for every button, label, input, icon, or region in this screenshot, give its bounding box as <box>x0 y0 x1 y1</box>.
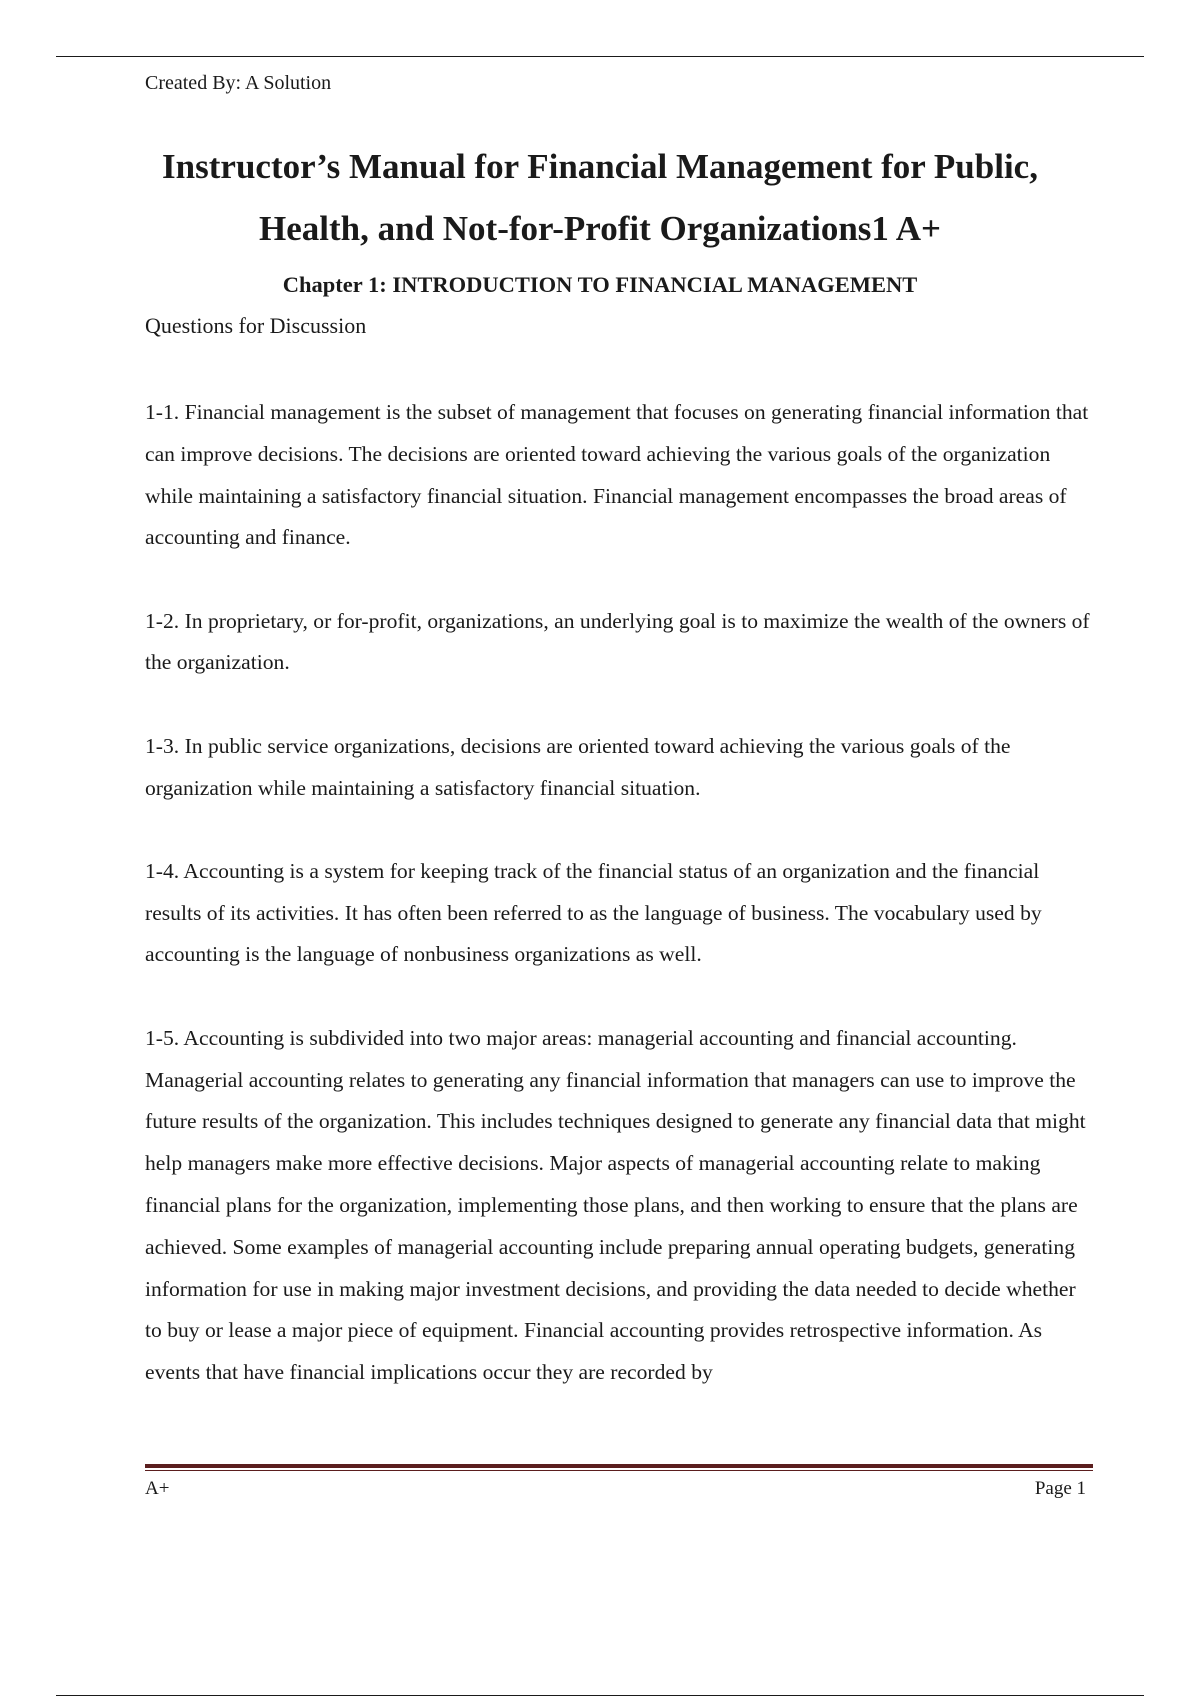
footer-left-label: A+ <box>145 1478 170 1499</box>
paragraph-1-5: 1-5. Accounting is subdivided into two major areas: managerial accounting and financial accounting. Managerial accounting relates to generating any financial information that managers can use to improve the future results of the organization. This includes techniques designed to generate any financial data that might help managers make more effective decisions. Major aspects of managerial accounting relate to making financial plans for the organization, implementing those plans, and then working to ensure that the plans are achieved. Some examples of managerial accounting include preparing annual operating budgets, generating information for use in making major investment decisions, and providing the data needed to decide whether to buy or lease a major piece of equipment. Financial accounting provides retrospective information. As events that have financial implications occur they are recorded by <box>145 1025 1086 1385</box>
footer-divider-thin <box>145 1470 1093 1471</box>
document-title: Instructor’s Manual for Financial Management for Public, Health, and Not-for-Profit Organizations1 A+ <box>162 147 1038 248</box>
footer-divider-thick <box>145 1464 1093 1468</box>
paragraph-1-3: 1-3. In public service organizations, decisions are oriented toward achieving the various goals of the organization while maintaining a satisfactory financial situation. <box>145 733 1011 800</box>
paragraph-1-4: 1-4. Accounting is a system for keeping track of the financial status of an organization and the financial results of its activities. It has often been referred to as the language of business. The vocabulary used by accounting is the language of nonbusiness organizations as well. <box>145 858 1042 967</box>
paragraph-1-2: 1-2. In proprietary, or for-profit, organizations, an underlying goal is to maximize the wealth of the owners of the organization. <box>145 608 1090 675</box>
top-page-rule <box>56 56 1144 57</box>
body-text <box>145 392 1090 1435</box>
footer-divider <box>145 1464 1093 1471</box>
section-heading: Questions for Discussion <box>145 313 367 338</box>
bottom-page-rule <box>56 1695 1144 1696</box>
chapter-heading: Chapter 1: INTRODUCTION TO FINANCIAL MANAGEMENT <box>282 272 918 297</box>
created-by-label: Created By: A Solution <box>145 72 332 94</box>
paragraph-1-1: 1-1. Financial management is the subset of management that focuses on generating financial information that can improve decisions. The decisions are oriented toward achieving the various goals of the organization while maintaining a satisfactory financial situation. Financial management encompasses the broad areas of accounting and finance. <box>145 400 1089 550</box>
page-number: Page 1 <box>1034 1478 1086 1499</box>
